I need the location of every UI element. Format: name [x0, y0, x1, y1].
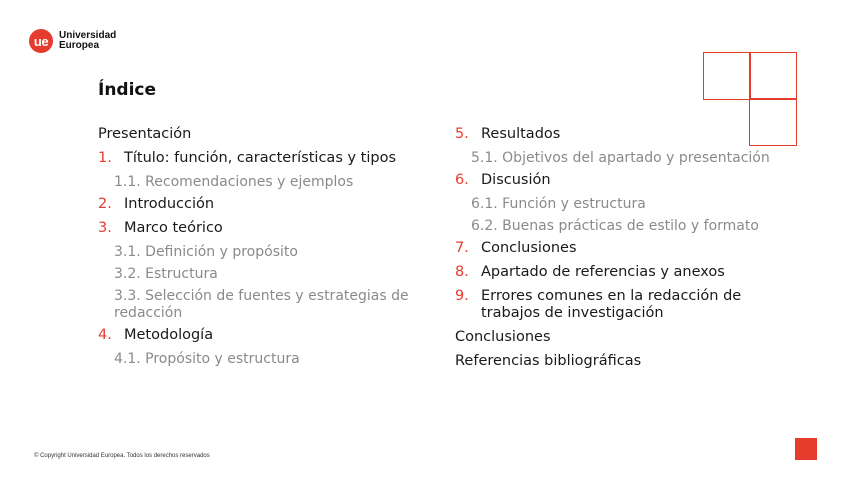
- toc-item-label: Título: función, características y tipos: [124, 150, 397, 166]
- toc-item: [455, 126, 795, 143]
- toc-item-label: Conclusiones: [481, 240, 577, 256]
- toc-subitem: 3.3. Selección de fuentes y estrategias de redacción: [114, 288, 409, 321]
- toc-left-column: [98, 126, 428, 373]
- toc-item-label: Discusión: [481, 172, 551, 188]
- logo-line-1: Universidad: [59, 30, 117, 41]
- toc-section: Conclusiones: [455, 329, 551, 345]
- toc-subitem: 6.2. Buenas prácticas de estilo y formato: [471, 218, 759, 234]
- toc-item-number: 5.: [455, 126, 469, 142]
- toc-subitem: 3.2. Estructura: [114, 266, 218, 282]
- toc-item-number: 6.: [455, 172, 469, 188]
- toc-item-label: Resultados: [481, 126, 561, 142]
- toc-item-number: 9.: [455, 288, 469, 304]
- toc-item: [455, 240, 795, 257]
- toc-item-number: 8.: [455, 264, 469, 280]
- toc-subitem: 3.1. Definición y propósito: [114, 244, 298, 260]
- page-title: Índice: [98, 80, 157, 100]
- toc-item: [98, 220, 428, 237]
- toc-item-number: 3.: [98, 220, 112, 236]
- toc-item-number: 1.: [98, 150, 112, 166]
- toc-item-label: Marco teórico: [124, 220, 223, 236]
- toc-item: [98, 196, 428, 213]
- copyright-footer: © Copyright Universidad Europea. Todos los derechos reservados: [34, 453, 210, 459]
- toc-right-column: [455, 126, 795, 377]
- toc-subitem: 1.1. Recomendaciones y ejemplos: [114, 174, 354, 190]
- logo-wordmark: [59, 31, 116, 51]
- decor-square-2: [749, 52, 797, 100]
- toc-item-number: 7.: [455, 240, 469, 256]
- corner-accent-square: [795, 438, 817, 460]
- toc-section: Referencias bibliográficas: [455, 353, 642, 369]
- toc-subitem: 5.1. Objetivos del apartado y presentación: [471, 150, 770, 166]
- toc-item: [98, 327, 428, 344]
- toc-item-label: Metodología: [124, 327, 214, 343]
- ue-logo-icon: ue: [29, 29, 53, 53]
- toc-item-label: Introducción: [124, 196, 215, 212]
- university-logo: [29, 29, 116, 53]
- decor-square-1: [703, 52, 751, 100]
- toc-item: [455, 172, 795, 189]
- toc-section: Presentación: [98, 126, 192, 142]
- toc-subitem: 6.1. Función y estructura: [471, 196, 646, 212]
- toc-item-label: Apartado de referencias y anexos: [481, 264, 725, 280]
- logo-line-2: Europea: [59, 40, 100, 51]
- toc-subitem: 4.1. Propósito y estructura: [114, 351, 300, 367]
- toc-item: [98, 150, 428, 167]
- toc-item: [455, 288, 795, 322]
- toc-item-number: 2.: [98, 196, 112, 212]
- toc-item-label: Errores comunes en la redacción de trabajos de investigación: [481, 288, 742, 321]
- toc-item-number: 4.: [98, 327, 112, 343]
- toc-item: [455, 264, 795, 281]
